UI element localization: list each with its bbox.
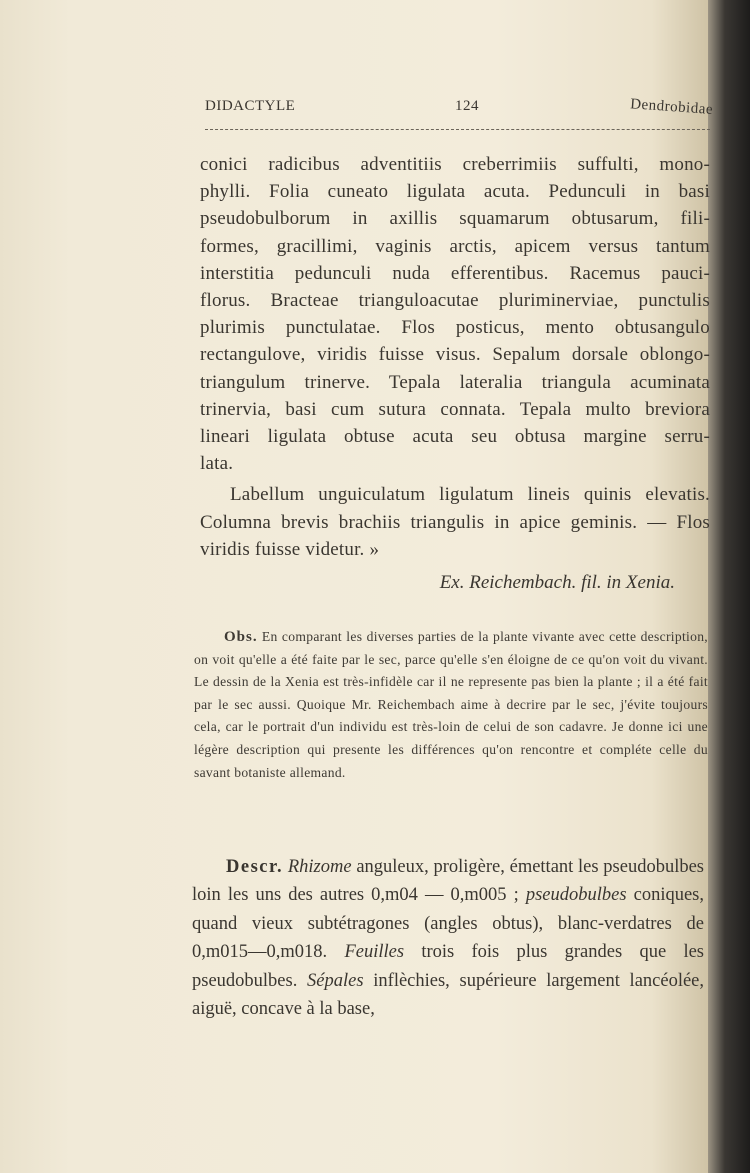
obs-lead: Obs. — [224, 629, 258, 645]
observation-paragraph — [194, 626, 708, 784]
latin-description — [200, 151, 710, 563]
latin-line: conici radicibus adventitiis creberrimiis suffulti, mono- — [200, 154, 710, 175]
header-genus: DIDACTYLE — [205, 98, 296, 114]
descr-text-4: inflèchies, supérieure largement lancéolée, aiguë, concave à la base, — [192, 970, 705, 1020]
book-spine-shadow — [708, 0, 750, 1173]
descr-text-3: trois fois plus grandes que les pseudobulbes. — [192, 942, 704, 991]
running-header — [205, 96, 713, 120]
term-rhizome: Rhizome — [287, 857, 352, 877]
latin-line: rectangulove, viridis fuisse visus. Sepalum dorsale oblongo- — [200, 344, 710, 366]
obs-text: En comparant les diverses parties de la plante vivante avec cette description, on voit qu'elle a été faite par le sec, parce qu'elle s'en éloigne de ce qu'on voit du vivant. Le dessin de la Xenia est très-infidèle car il ne represente pas bien la plante ; il a été fait par le sec aussi. Quoique Mr. Reichembach aime à decrire par le sec, j'évite toujours cela, car le portrait d'un individu est très-loin de celui de son cadavre. Je donne ici une légère description qui presente les différences qu'on rencontre et compléte celle du savant botaniste allemand. — [194, 629, 708, 780]
latin-line: florus. Bracteae trianguloacutae pluriminerviae, punctulis — [200, 290, 710, 312]
latin-line: plurimis punctulatae. Flos posticus, mento obtusangulo — [200, 317, 710, 339]
header-family: Dendrobidae — [629, 96, 714, 118]
latin-line: interstitia pedunculi nuda efferentibus. Racemus pauci- — [200, 262, 710, 284]
descr-text-1: anguleux, proligère, émettant les pseudobulbes loin les uns des autres 0,m04 — 0,m005 ; — [192, 857, 705, 906]
latin-line: formes, gracillimi, vaginis arctis, apicem versus tantum — [200, 235, 710, 257]
description-paragraph — [192, 853, 704, 1023]
latin-line: phylli. Folia cuneato ligulata acuta. Pedunculi in basi — [200, 181, 710, 203]
latin-paragraph-1 — [200, 151, 710, 477]
descr-text-2: coniques, quand vieux subtétragones (angles obtus), blanc-verdatres de 0,m015—0,m018. — [192, 885, 704, 963]
latin-paragraph-2: Labellum unguiculatum ligulatum lineis quinis elevatis. Columna brevis brachiis triangulis in apice geminis. — Flos viridis fuisse videtur. » — [200, 484, 710, 560]
latin-line: lineari ligulata obtuse acuta seu obtusa margine serru- — [200, 426, 710, 448]
latin-line: lata. — [200, 453, 234, 475]
header-rule — [205, 129, 710, 130]
latin-line: triangulum trinerve. Tepala lateralia triangula acuminata — [200, 371, 710, 393]
descr-lead: Descr. — [226, 857, 284, 877]
latin-line: trinervia, basi cum sutura connata. Tepala multo breviora — [200, 398, 710, 420]
term-sepales: Sépales — [307, 970, 364, 991]
latin-line: pseudobulborum in axillis squamarum obtusarum, fili- — [200, 208, 710, 230]
citation: Ex. Reichembach. fil. in Xenia. — [439, 572, 675, 593]
page-number: 124 — [455, 98, 479, 114]
term-feuilles: Feuilles — [344, 942, 405, 963]
term-pseudobulbes: pseudobulbes — [525, 885, 627, 906]
